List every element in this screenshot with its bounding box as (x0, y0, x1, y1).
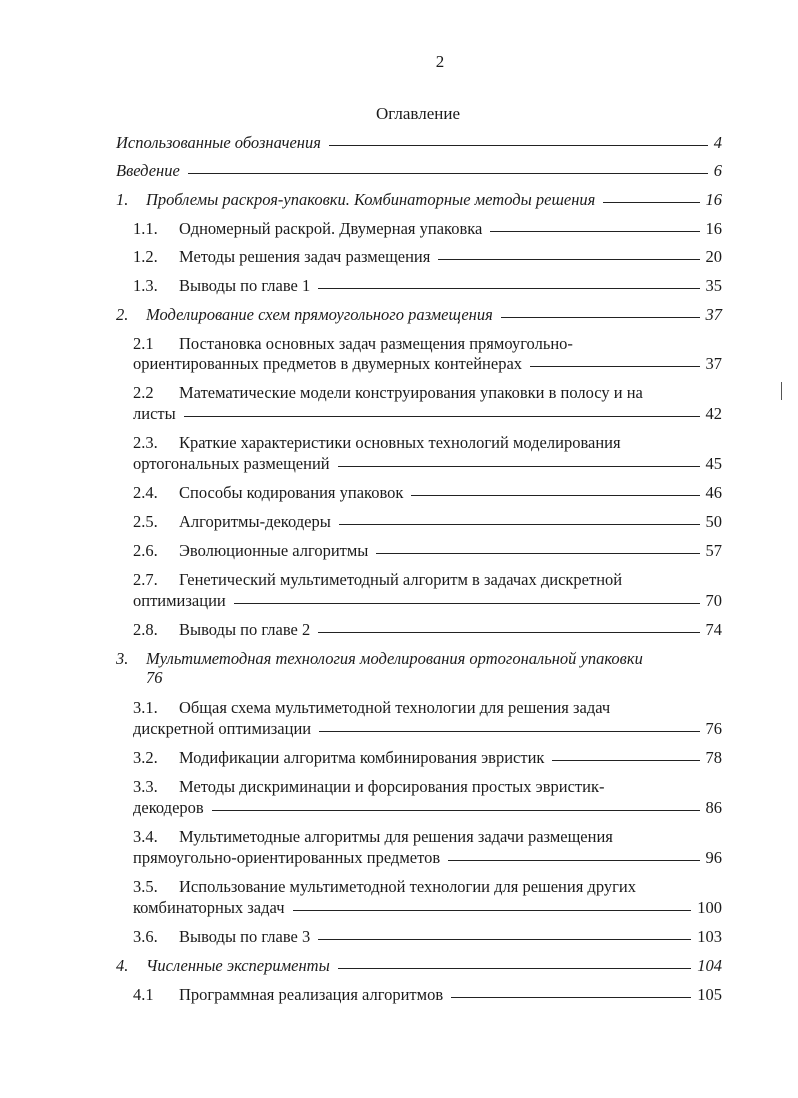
toc-section[interactable] (133, 985, 722, 1005)
toc-entry-number: 1.3. (133, 276, 158, 295)
toc-entry-title: Выводы по главе 1 (179, 276, 311, 295)
toc-entry-title-cont: комбинаторных задач (133, 898, 285, 917)
toc-section-continuation[interactable] (133, 898, 722, 918)
toc-entry-title: Использование мультиметодной технологии для решения других (179, 877, 636, 896)
toc-entry-number: 2.6. (133, 541, 158, 560)
dot-leader (338, 466, 700, 467)
toc-section[interactable] (133, 927, 722, 947)
dot-leader (339, 524, 700, 525)
toc-entry-title: Введение (116, 161, 180, 180)
dot-leader (212, 810, 700, 811)
dot-leader (293, 910, 692, 911)
toc-entry-page: 35 (705, 276, 722, 295)
toc-entry-title-cont: ортогональных размещений (133, 454, 330, 473)
toc-entry-number: 3.1. (133, 698, 158, 717)
page-number: 2 (435, 52, 445, 71)
toc-heading: Оглавление (376, 104, 460, 123)
toc-entry-page: 57 (705, 541, 722, 560)
toc-entry-number: 1.2. (133, 247, 158, 266)
toc-entry-page: 37 (705, 305, 722, 324)
toc-entry-number: 4. (116, 956, 129, 975)
dot-leader (318, 632, 699, 633)
toc-entry-title: Алгоритмы-декодеры (179, 512, 331, 531)
toc-section-continuation[interactable] (133, 454, 722, 474)
toc-entry-page: 70 (705, 591, 722, 610)
dot-leader (552, 760, 699, 761)
toc-entry-title: Мультиметодные алгоритмы для решения задачи размещения (179, 827, 613, 846)
toc-entry-title: Краткие характеристики основных технологий моделирования (179, 433, 621, 452)
toc-entry-number: 2. (116, 305, 129, 324)
toc-entry-page: 76 (705, 719, 722, 738)
toc-entry-title-cont: оптимизации (133, 591, 226, 610)
toc-entry-page: 20 (705, 247, 722, 266)
toc-section-continuation[interactable] (133, 354, 722, 374)
dot-leader (318, 939, 691, 940)
toc-entry-number: 2.3. (133, 433, 158, 452)
toc-entry-title: Выводы по главе 2 (179, 620, 311, 639)
toc-section-first-line[interactable] (133, 827, 613, 847)
toc-entry-title-cont: прямоугольно-ориентированных предметов (133, 848, 441, 867)
toc-entry-number: 3.4. (133, 827, 158, 846)
toc-entry-number: 2.1 (133, 334, 154, 353)
toc-entry-page: 78 (705, 748, 722, 767)
toc-entry-number: 1.1. (133, 219, 158, 238)
toc-entry-page: 16 (705, 219, 722, 238)
toc-entry-number: 2.4. (133, 483, 158, 502)
toc-entry-number: 3.6. (133, 927, 158, 946)
toc-entry-number: 3.3. (133, 777, 158, 796)
dot-leader (319, 731, 699, 732)
toc-section[interactable] (133, 620, 722, 640)
toc-section[interactable] (133, 748, 722, 768)
toc-section-first-line[interactable] (133, 698, 610, 718)
toc-entry-title: Методы решения задач размещения (179, 247, 431, 266)
dot-leader (411, 495, 699, 496)
toc-entry-title: Проблемы раскроя-упаковки. Комбинаторные методы решения (146, 190, 596, 209)
toc-section-continuation[interactable] (133, 848, 722, 868)
toc-section-first-line[interactable] (133, 570, 622, 590)
toc-entry-number: 4.1 (133, 985, 154, 1004)
dot-leader (448, 860, 699, 861)
toc-entry-title-cont: листы (133, 404, 176, 423)
toc-chapter[interactable] (116, 956, 722, 976)
dot-leader (501, 317, 700, 318)
dot-leader (376, 553, 699, 554)
toc-entry-title: Моделирование схем прямоугольного размещения (146, 305, 493, 324)
toc-entry-page: 45 (705, 454, 722, 473)
toc-entry-title-cont: дискретной оптимизации (133, 719, 312, 738)
toc-section-first-line[interactable] (133, 334, 573, 354)
toc-entry-page: 76 (146, 668, 163, 687)
toc-entry-number: 2.7. (133, 570, 158, 589)
toc-section[interactable] (133, 541, 722, 561)
toc-entry[interactable] (116, 161, 722, 181)
toc-entry-title: Методы дискриминации и форсирования простых эвристик- (179, 777, 605, 796)
toc-entry-number: 2.2 (133, 383, 154, 402)
toc-chapter[interactable] (116, 190, 722, 210)
dot-leader (438, 259, 699, 260)
dot-leader (490, 231, 699, 232)
dot-leader (234, 603, 700, 604)
toc-section-first-line[interactable] (133, 383, 643, 403)
toc-entry-title: Выводы по главе 3 (179, 927, 311, 946)
toc-entry-page: 4 (713, 133, 722, 152)
toc-section-first-line[interactable] (133, 433, 621, 453)
toc-section[interactable] (133, 483, 722, 503)
dot-leader (318, 288, 699, 289)
toc-entry-title: Способы кодирования упаковок (179, 483, 404, 502)
toc-entry-number: 3.2. (133, 748, 158, 767)
toc-section-first-line[interactable] (133, 777, 604, 797)
toc-entry-number: 3. (116, 649, 129, 668)
dot-leader (338, 968, 691, 969)
toc-entry-page: 86 (705, 798, 722, 817)
toc-section-first-line[interactable] (133, 877, 636, 897)
toc-entry-title: Математические модели конструирования упаковки в полосу и на (179, 383, 643, 402)
dot-leader (329, 145, 708, 146)
dot-leader (603, 202, 699, 203)
toc-entry[interactable] (116, 133, 722, 153)
toc-entry-title: Программная реализация алгоритмов (179, 985, 444, 1004)
toc-entry-title: Общая схема мультиметодной технологии для решения задач (179, 698, 611, 717)
toc-entry-title: Эволюционные алгоритмы (179, 541, 369, 560)
toc-entry-page: 103 (697, 927, 722, 946)
toc-chapter[interactable] (116, 305, 722, 325)
toc-entry-title-cont: ориентированных предметов в двумерных контейнерах (133, 354, 523, 373)
toc-entry-page: 100 (697, 898, 722, 917)
toc-section[interactable] (133, 512, 722, 532)
toc-entry-title: Постановка основных задач размещения прямоугольно- (179, 334, 573, 353)
toc-entry-page: 6 (713, 161, 722, 180)
toc-chapter-first-line[interactable] (116, 649, 643, 669)
toc-entry-page: 16 (705, 190, 722, 209)
toc-entry-page: 42 (705, 404, 722, 423)
toc-section[interactable] (133, 219, 722, 239)
toc-entry-title: Мультиметодная технология моделирования ортогональной упаковки (146, 649, 643, 668)
toc-entry-title: Численные эксперименты (146, 956, 330, 975)
toc-entry-title: Одномерный раскрой. Двумерная упаковка (179, 219, 483, 238)
scan-mark (781, 382, 782, 400)
toc-entry-page: 50 (705, 512, 722, 531)
toc-entry-page: 105 (697, 985, 722, 1004)
toc-section-continuation[interactable] (133, 591, 722, 611)
toc-entry-page: 96 (705, 848, 722, 867)
toc-section[interactable] (133, 276, 722, 296)
toc-entry-page: 74 (705, 620, 722, 639)
dot-leader (451, 997, 691, 998)
dot-leader (188, 173, 708, 174)
toc-section-continuation[interactable] (133, 719, 722, 739)
toc-entry-page: 46 (705, 483, 722, 502)
dot-leader (184, 416, 700, 417)
toc-entry-number: 2.5. (133, 512, 158, 531)
toc-entry-title: Генетический мультиметодный алгоритм в задачах дискретной (179, 570, 623, 589)
toc-section-continuation[interactable] (133, 798, 722, 818)
toc-entry-page: 37 (705, 354, 722, 373)
toc-section-continuation[interactable] (133, 404, 722, 424)
toc-entry-title: Модификации алгоритма комбинирования эвристик (179, 748, 545, 767)
toc-section[interactable] (133, 247, 722, 267)
dot-leader (530, 366, 699, 367)
toc-entry-number: 3.5. (133, 877, 158, 896)
toc-entry-title: Использованные обозначения (116, 133, 321, 152)
toc-entry-title-cont: декодеров (133, 798, 204, 817)
toc-entry-page: 104 (697, 956, 722, 975)
toc-entry-number: 2.8. (133, 620, 158, 639)
toc-entry-number: 1. (116, 190, 129, 209)
